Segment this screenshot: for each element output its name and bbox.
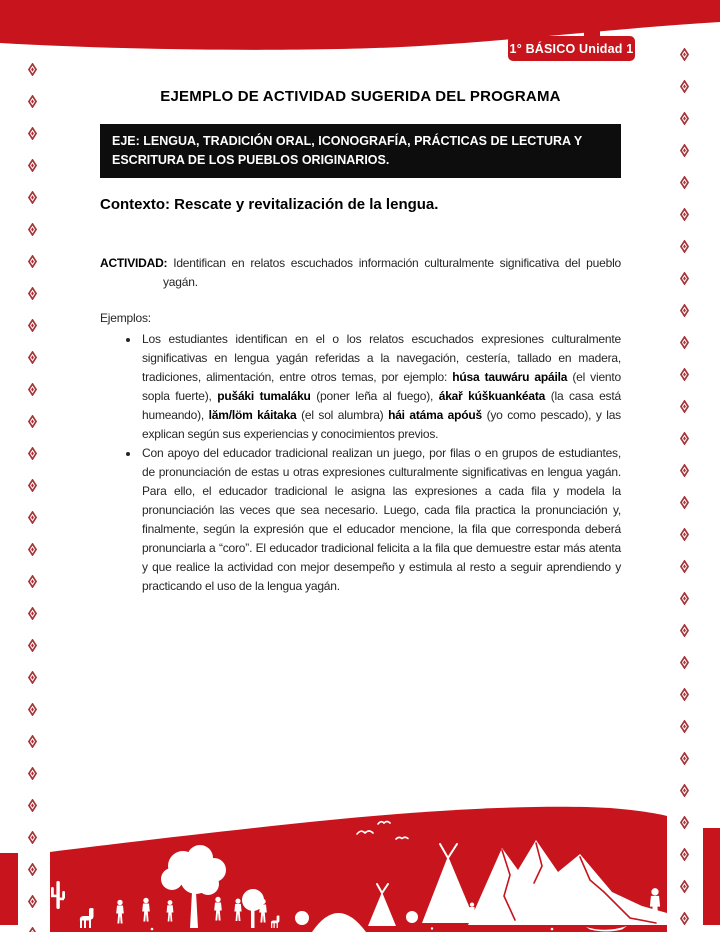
page-title: EJEMPLO DE ACTIVIDAD SUGERIDA DEL PROGRAMA: [160, 88, 561, 105]
example-item: [140, 444, 621, 596]
diamond-ornament-icon: [680, 464, 689, 477]
diamond-ornament-icon: [28, 415, 37, 428]
examples-label: Ejemplos:: [100, 311, 151, 325]
diamond-ornament-icon: [680, 144, 689, 157]
diamond-ornament-icon: [28, 447, 37, 460]
diamond-ornament-icon: [680, 912, 689, 925]
diamond-ornament-icon: [28, 895, 37, 908]
activity-paragraph: [100, 254, 621, 292]
diamond-ornament-icon: [28, 287, 37, 300]
diamond-ornament-icon: [28, 479, 37, 492]
diamond-ornament-icon: [680, 784, 689, 797]
diamond-ornament-icon: [680, 688, 689, 701]
diamond-ornament-icon: [680, 336, 689, 349]
diamond-ornament-icon: [680, 528, 689, 541]
diamond-ornament-icon: [680, 560, 689, 573]
diamond-ornament-icon: [680, 592, 689, 605]
eje-banner-text: EJE: LENGUA, TRADICIÓN ORAL, ICONOGRAFÍA, PRÁCTICAS DE LECTURA Y ESCRITURA DE LOS PUEBLOS ORIGINARIOS.: [112, 134, 582, 167]
diamond-ornament-icon: [28, 863, 37, 876]
eje-banner: [100, 124, 621, 178]
diamond-ornament-icon: [28, 95, 37, 108]
diamond-ornament-icon: [680, 848, 689, 861]
diamond-ornament-icon: [680, 368, 689, 381]
diamond-ornament-icon: [28, 927, 37, 932]
diamond-ornament-icon: [680, 112, 689, 125]
examples-list: [100, 330, 621, 596]
bush-silhouette: [295, 911, 309, 925]
diamond-ornament-icon: [680, 816, 689, 829]
diamond-ornament-icon: [680, 48, 689, 61]
unit-badge-label: 1° BÁSICO Unidad 1: [509, 41, 634, 56]
diamond-ornament-icon: [28, 63, 37, 76]
diamond-ornament-icon: [28, 351, 37, 364]
diamond-ornament-icon: [28, 223, 37, 236]
diamond-ornament-icon: [28, 575, 37, 588]
diamond-ornament-icon: [28, 767, 37, 780]
diamond-ornament-icon: [28, 703, 37, 716]
diamond-ornament-icon: [28, 543, 37, 556]
footer-illustration: [0, 780, 720, 932]
diamond-ornament-icon: [28, 735, 37, 748]
example-item: [140, 330, 621, 444]
diamond-ornament-icon: [680, 432, 689, 445]
diamond-ornament-icon: [680, 304, 689, 317]
diamond-ornament-icon: [28, 511, 37, 524]
activity-text: Identifican en relatos escuchados información culturalmente significativa del pueblo yagán.: [163, 256, 622, 289]
bullet-text: Los estudiantes identifican en el o los relatos escuchados expresiones culturalmente significativas en lengua yagán referidas a la navegación, cestería, tallado en madera, tradiciones, alimentación, entre otros temas, por ejemplo: húsa tauwáru apáila (el viento sopla fuerte), pušáki tumaláku (poner leña al fuego), ákař kúškuankéata (la casa está humeando), lăm/löm káitaka (el sol alumbra) hái atáma apóuš (yo como pescado), y las explican según sus experiencias y conocimientos previos.: [142, 332, 621, 441]
diamond-ornament-icon: [28, 255, 37, 268]
diamond-ornament-icon: [28, 319, 37, 332]
diamond-ornament-icon: [28, 671, 37, 684]
diamond-ornament-icon: [680, 208, 689, 221]
bullet-text: Con apoyo del educador tradicional realizan un juego, por filas o en grupos de estudiantes, de pronunciación de estas u otras expresiones culturalmente significativas en lengua yagán. Para ello, el educador tradicional le asigna las expresiones a cada fila y modela la pronunciación las veces que sea necesario. Luego, cada fila practica la pronunciación y, finalmente, según la expresión que el educador mencione, la fila que corresponda deberá pronunciarla a “coro”. El educador tradicional felicita a la fila que demuestre estar más atenta y que realice la actividad con mejor desempeño y estimula al resto a seguir aprendiendo y practicando el uso de la lengua yagán.: [142, 446, 621, 593]
diamond-ornament-icon: [680, 176, 689, 189]
diamond-ornament-icon: [28, 831, 37, 844]
diamond-ornament-icon: [680, 240, 689, 253]
diamond-ornament-icon: [28, 639, 37, 652]
diamond-ornament-icon: [680, 752, 689, 765]
diamond-ornament-icon: [680, 80, 689, 93]
diamond-ornament-icon: [28, 383, 37, 396]
diamond-ornament-icon: [680, 496, 689, 509]
diamond-ornament-icon: [680, 624, 689, 637]
bush-silhouette: [406, 911, 418, 923]
activity-label: ACTIVIDAD:: [100, 256, 168, 270]
diamond-ornament-icon: [28, 127, 37, 140]
diamond-ornament-icon: [28, 607, 37, 620]
diamond-ornament-icon: [680, 400, 689, 413]
context-heading: Contexto: Rescate y revitalización de la lengua.: [100, 196, 439, 213]
diamond-ornament-icon: [680, 720, 689, 733]
diamond-ornament-icon: [28, 159, 37, 172]
diamond-ornament-icon: [28, 191, 37, 204]
diamond-ornament-icon: [28, 799, 37, 812]
diamond-ornament-icon: [680, 656, 689, 669]
diamond-ornament-icon: [680, 880, 689, 893]
unit-badge: [508, 36, 635, 61]
diamond-ornament-icon: [680, 272, 689, 285]
